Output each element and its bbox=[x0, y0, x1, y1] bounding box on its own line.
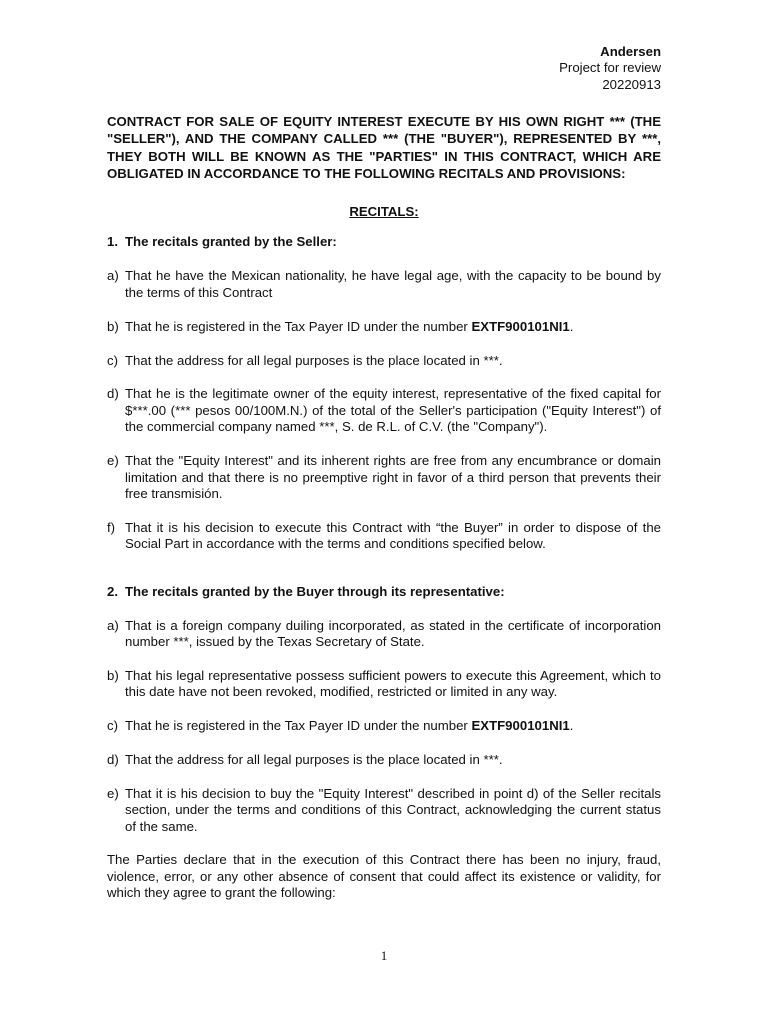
list-item bbox=[107, 268, 661, 301]
list-item-text-part: That he is registered in the Tax Payer ID under the number bbox=[125, 718, 472, 734]
list-item bbox=[107, 618, 661, 651]
list-item-text: That the address for all legal purposes is the place located in ***. bbox=[125, 352, 503, 368]
closing-paragraph: The Parties declare that in the execution of this Contract there has been no injury, fraud, violence, error, or any other absence of consent that could affect its existence or validity, for which they agree to grant the following: bbox=[107, 852, 661, 901]
list-marker: b) bbox=[107, 667, 119, 683]
list-item-text: That is a foreign company duiling incorporated, as stated in the certificate of incorporation number ***, issued by the Texas Secretary of State. bbox=[125, 617, 661, 650]
list-item-text: That he have the Mexican nationality, he have legal age, with the capacity to be bound by the terms of this Contract bbox=[125, 268, 661, 300]
list-marker: d) bbox=[107, 752, 119, 768]
list-marker: e) bbox=[107, 453, 119, 469]
company-name: Andersen bbox=[600, 44, 661, 59]
recitals-heading bbox=[107, 204, 661, 220]
list-item-text: That he is the legitimate owner of the equity interest, representative of the fixed capital for $***.00 (*** pesos 00/100M.N.) of the total of the Seller's participation ("Equity Interest") of the commercial company named ***, S. de R.L. of C.V. (the "Company"). bbox=[125, 386, 661, 435]
recitals-heading-text: RECITALS bbox=[349, 204, 415, 220]
section-title: The recitals granted by the Seller: bbox=[125, 234, 337, 250]
list-marker: a) bbox=[107, 268, 119, 284]
list-marker: d) bbox=[107, 386, 119, 402]
list-marker: a) bbox=[107, 617, 119, 633]
document-date: 20220913 bbox=[602, 76, 661, 92]
document-header bbox=[107, 44, 661, 93]
list-item-text bbox=[125, 319, 661, 335]
list-item-text: That the "Equity Interest" and its inherent rights are free from any encumbrance or domain limitation and that there is no preemptive right in favor of a third person that prevents their free transmisión. bbox=[125, 453, 661, 501]
buyer-recitals-list bbox=[107, 618, 661, 836]
document-page bbox=[107, 44, 661, 902]
list-item-text bbox=[125, 718, 661, 734]
list-item bbox=[107, 319, 661, 335]
list-item bbox=[107, 353, 661, 369]
list-item-text-part: . bbox=[569, 718, 574, 734]
list-item-text-part: That he is registered in the Tax Payer ID under the number bbox=[125, 318, 472, 334]
section-title: The recitals granted by the Buyer through its representative: bbox=[125, 583, 505, 599]
list-item bbox=[107, 718, 661, 734]
list-item-text: That it is his decision to execute this Contract with “the Buyer” in order to dispose of the Social Part in accordance with the terms and conditions specified below. bbox=[125, 519, 661, 552]
document-subtitle: Project for review bbox=[559, 60, 661, 76]
tax-id: EXTF900101NI1 bbox=[471, 318, 570, 334]
list-item bbox=[107, 386, 661, 435]
list-marker: c) bbox=[107, 352, 118, 368]
list-item bbox=[107, 752, 661, 768]
list-item-text: That it is his decision to buy the "Equity Interest" described in point d) of the Seller recitals section, under the terms and conditions of this Contract, acknowledging the current status of the same. bbox=[125, 786, 661, 834]
list-marker: b) bbox=[107, 318, 119, 334]
seller-recitals-list bbox=[107, 268, 661, 552]
list-item-text: That the address for all legal purposes is the place located in ***. bbox=[125, 752, 503, 768]
recitals-heading-colon: : bbox=[414, 204, 419, 220]
section-number: 1. bbox=[107, 234, 118, 250]
list-item-text: That his legal representative possess sufficient powers to execute this Agreement, which to this date have not been revoked, modified, restricted or limited in any way. bbox=[125, 667, 661, 700]
list-item-text-part: . bbox=[569, 318, 574, 334]
list-item bbox=[107, 668, 661, 701]
contract-title: CONTRACT FOR SALE OF EQUITY INTEREST EXECUTE BY HIS OWN RIGHT *** (THE "SELLER"), AND THE COMPANY CALLED *** (THE "BUYER"), REPRESENTED BY ***, THEY BOTH WILL BE KNOWN AS THE "PARTIES" IN THIS CONTRACT, WHICH ARE OBLIGATED IN ACCORDANCE TO THE FOLLOWING RECITALS AND PROVISIONS: bbox=[107, 114, 661, 181]
list-item bbox=[107, 520, 661, 553]
tax-id: EXTF900101NI1 bbox=[471, 718, 570, 734]
section-heading-seller bbox=[107, 234, 661, 250]
list-item bbox=[107, 453, 661, 502]
section-number: 2. bbox=[107, 583, 118, 599]
list-marker: e) bbox=[107, 786, 119, 802]
list-item bbox=[107, 786, 661, 835]
section-heading-buyer bbox=[107, 584, 661, 600]
list-marker: c) bbox=[107, 718, 118, 734]
list-marker: f) bbox=[107, 519, 116, 535]
page-number: 1 bbox=[380, 948, 388, 963]
